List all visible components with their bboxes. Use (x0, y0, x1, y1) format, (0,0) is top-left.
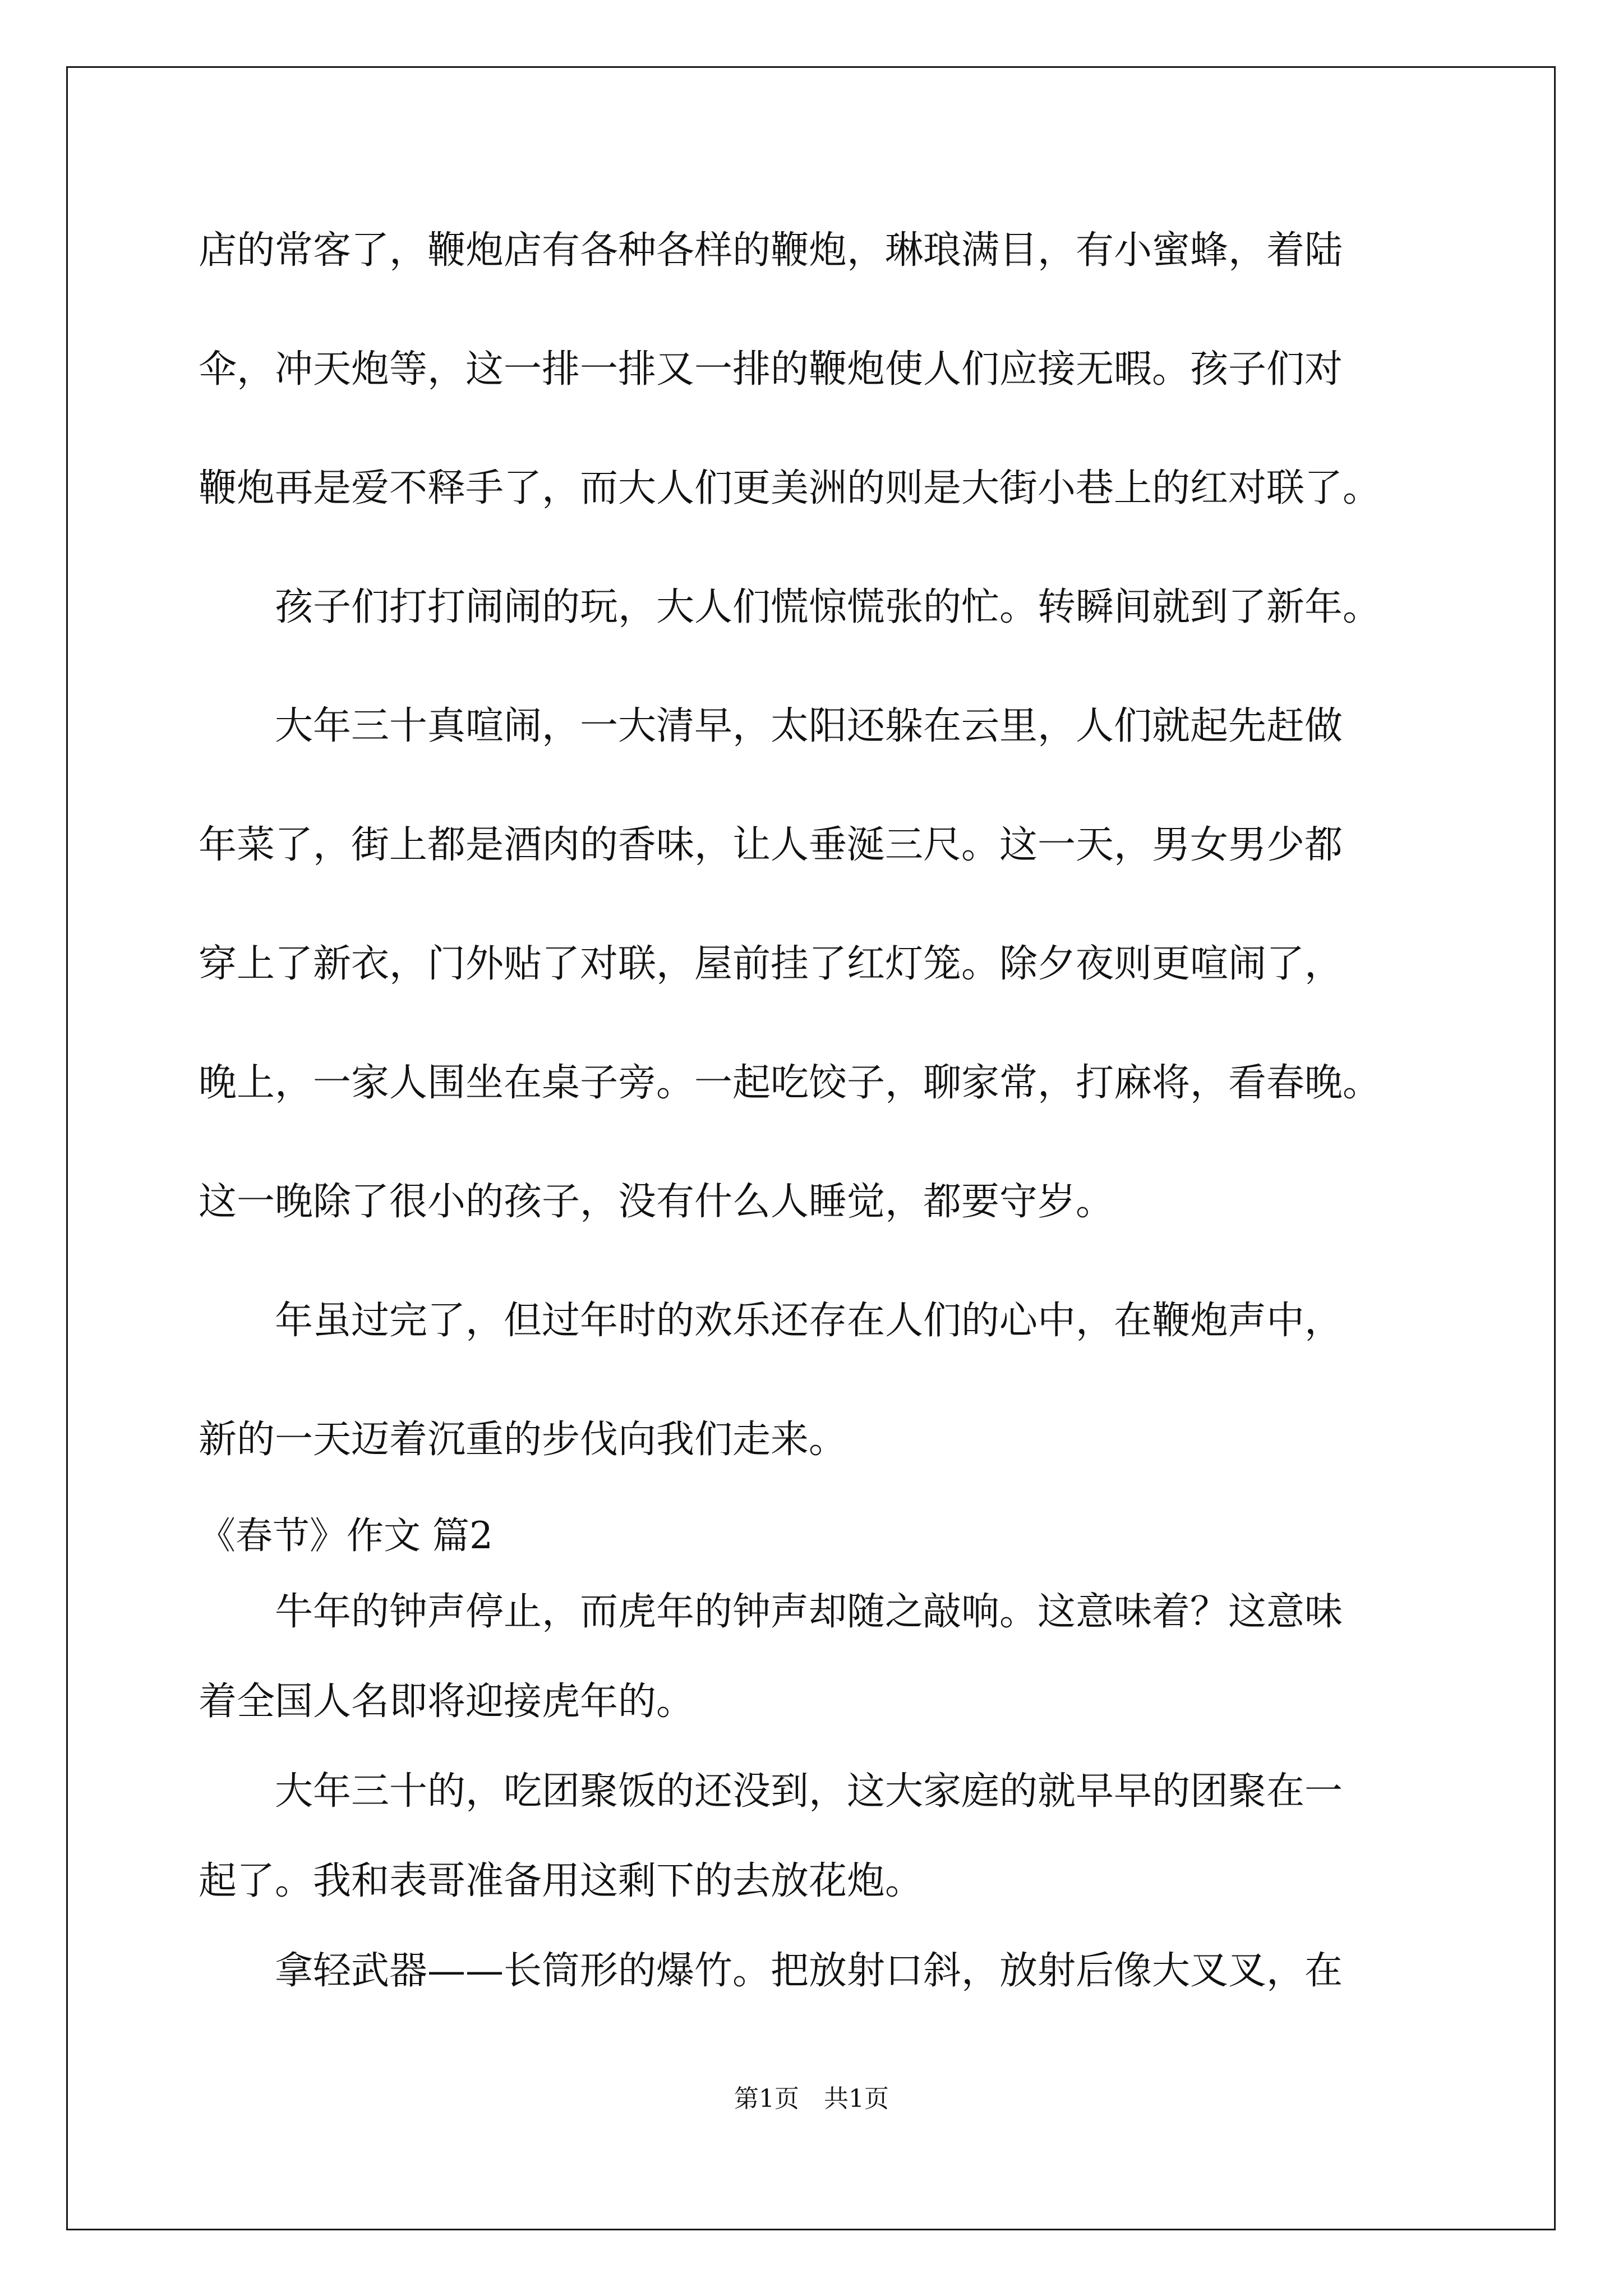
text-line: 鞭炮再是爱不释手了，而大人们更美洲的则是大街小巷上的红对联了。 (199, 466, 1381, 510)
text-line: 穿上了新衣，门外贴了对联，屋前挂了红灯笼。除夕夜则更喧闹了， (199, 942, 1343, 986)
text-line: 拿轻武器——长筒形的爆竹。把放射口斜，放射后像大叉叉，在 (199, 1949, 1343, 1993)
text-line: 着全国人名即将迎接虎年的。 (199, 1680, 695, 1724)
text-line: 孩子们打打闹闹的玩，大人们慌惊慌张的忙。转瞬间就到了新年。 (199, 585, 1381, 629)
text-line: 起了。我和表哥准备用这剩下的去放花炮。 (199, 1859, 924, 1903)
text-line: 新的一天迈着沉重的步伐向我们走来。 (199, 1418, 847, 1462)
text-line: 这一晚除了很小的孩子，没有什么人睡觉，都要守岁。 (199, 1180, 1114, 1224)
text-line: 大年三十的，吃团聚饭的还没到，这大家庭的就早早的团聚在一 (199, 1769, 1343, 1814)
page-footer: 第1页 共1页 (734, 2085, 889, 2113)
text-line: 伞，冲天炮等，这一排一排又一排的鞭炮使人们应接无暇。孩子们对 (199, 347, 1343, 392)
text-line: 年虽过完了，但过年时的欢乐还存在人们的心中，在鞭炮声中， (199, 1299, 1343, 1343)
text-line: 年菜了，街上都是酒肉的香味，让人垂涎三尺。这一天，男女男少都 (199, 823, 1343, 867)
text-line: 牛年的钟声停止，而虎年的钟声却随之敲响。这意味着？这意味 (199, 1590, 1343, 1634)
text-line: 店的常客了，鞭炮店有各种各样的鞭炮，琳琅满目，有小蜜蜂，着陆 (199, 228, 1343, 273)
section-heading: 《春节》作文 篇2 (199, 1514, 493, 1557)
text-line: 晚上，一家人围坐在桌子旁。一起吃饺子，聊家常，打麻将，看春晚。 (199, 1061, 1381, 1105)
text-line: 大年三十真喧闹，一大清早，太阳还躲在云里，人们就起先赶做 (199, 704, 1343, 748)
